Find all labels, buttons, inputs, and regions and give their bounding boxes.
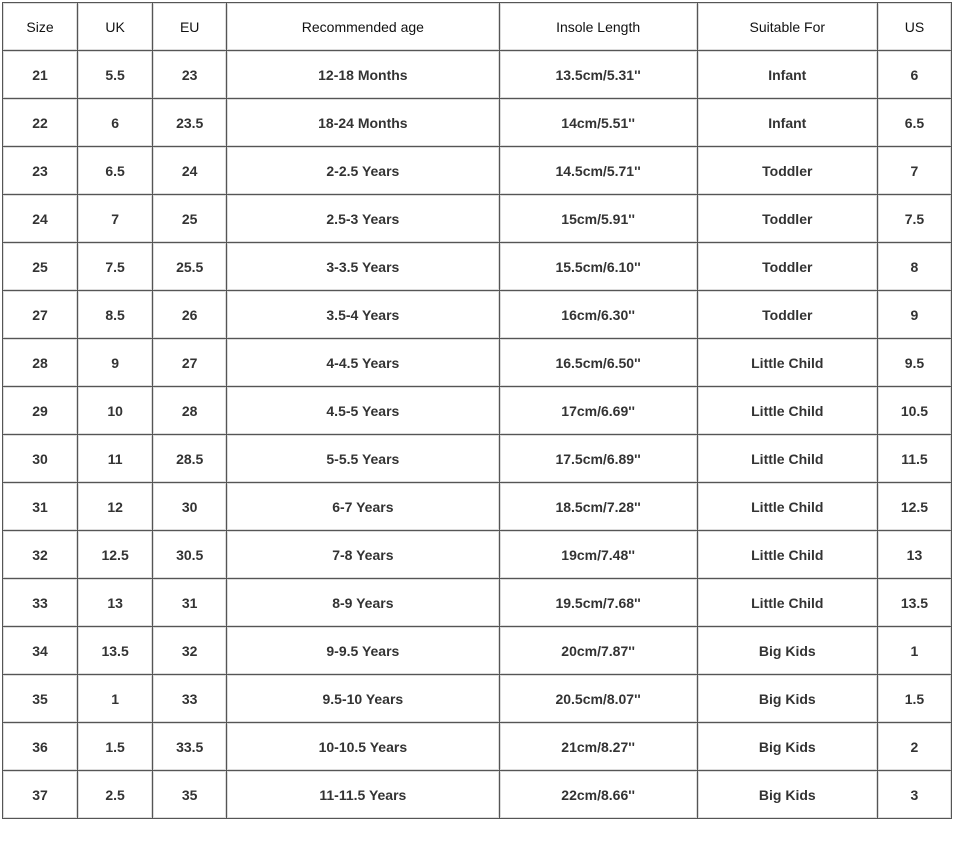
us-cell: 11.5	[878, 435, 952, 483]
table-row	[3, 51, 952, 99]
table-row	[3, 99, 952, 147]
size-cell: 31	[3, 483, 78, 531]
size-cell: 29	[3, 387, 78, 435]
header-uk: UK	[78, 3, 153, 51]
header-size: Size	[3, 3, 78, 51]
size-cell: 35	[3, 675, 78, 723]
size-cell: 24	[3, 195, 78, 243]
eu-cell: 32	[153, 627, 227, 675]
table-row	[3, 339, 952, 387]
size-cell: 27	[3, 291, 78, 339]
header-row	[3, 3, 952, 51]
header-insole-length: Insole Length	[500, 3, 698, 51]
recommended-age-cell: 10-10.5 Years	[227, 723, 499, 771]
us-cell: 1.5	[878, 675, 952, 723]
recommended-age-cell: 5-5.5 Years	[227, 435, 499, 483]
us-cell: 2	[878, 723, 952, 771]
size-cell: 36	[3, 723, 78, 771]
size-cell: 21	[3, 51, 78, 99]
suitable-for-cell: Little Child	[698, 531, 878, 579]
us-cell: 8	[878, 243, 952, 291]
eu-cell: 23.5	[153, 99, 227, 147]
suitable-for-cell: Big Kids	[698, 627, 878, 675]
us-cell: 13.5	[878, 579, 952, 627]
table-row	[3, 723, 952, 771]
insole-length-cell: 21cm/8.27''	[500, 723, 698, 771]
insole-length-cell: 20.5cm/8.07''	[500, 675, 698, 723]
uk-cell: 10	[78, 387, 153, 435]
us-cell: 7	[878, 147, 952, 195]
size-cell: 37	[3, 771, 78, 819]
uk-cell: 11	[78, 435, 153, 483]
insole-length-cell: 15.5cm/6.10''	[500, 243, 698, 291]
suitable-for-cell: Toddler	[698, 243, 878, 291]
suitable-for-cell: Infant	[698, 51, 878, 99]
insole-length-cell: 19cm/7.48''	[500, 531, 698, 579]
suitable-for-cell: Big Kids	[698, 771, 878, 819]
uk-cell: 9	[78, 339, 153, 387]
us-cell: 9	[878, 291, 952, 339]
us-cell: 9.5	[878, 339, 952, 387]
eu-cell: 26	[153, 291, 227, 339]
uk-cell: 12.5	[78, 531, 153, 579]
recommended-age-cell: 4-4.5 Years	[227, 339, 499, 387]
size-cell: 30	[3, 435, 78, 483]
recommended-age-cell: 18-24 Months	[227, 99, 499, 147]
us-cell: 7.5	[878, 195, 952, 243]
suitable-for-cell: Little Child	[698, 483, 878, 531]
eu-cell: 24	[153, 147, 227, 195]
uk-cell: 7.5	[78, 243, 153, 291]
insole-length-cell: 15cm/5.91''	[500, 195, 698, 243]
recommended-age-cell: 9-9.5 Years	[227, 627, 499, 675]
recommended-age-cell: 8-9 Years	[227, 579, 499, 627]
suitable-for-cell: Infant	[698, 99, 878, 147]
suitable-for-cell: Toddler	[698, 291, 878, 339]
uk-cell: 1	[78, 675, 153, 723]
insole-length-cell: 16.5cm/6.50''	[500, 339, 698, 387]
insole-length-cell: 14cm/5.51''	[500, 99, 698, 147]
recommended-age-cell: 7-8 Years	[227, 531, 499, 579]
size-cell: 28	[3, 339, 78, 387]
insole-length-cell: 20cm/7.87''	[500, 627, 698, 675]
suitable-for-cell: Toddler	[698, 147, 878, 195]
us-cell: 6	[878, 51, 952, 99]
insole-length-cell: 16cm/6.30''	[500, 291, 698, 339]
table-row	[3, 291, 952, 339]
insole-length-cell: 18.5cm/7.28''	[500, 483, 698, 531]
eu-cell: 27	[153, 339, 227, 387]
suitable-for-cell: Little Child	[698, 387, 878, 435]
eu-cell: 35	[153, 771, 227, 819]
size-chart-table	[2, 2, 952, 819]
size-cell: 22	[3, 99, 78, 147]
uk-cell: 6	[78, 99, 153, 147]
uk-cell: 7	[78, 195, 153, 243]
recommended-age-cell: 2.5-3 Years	[227, 195, 499, 243]
suitable-for-cell: Toddler	[698, 195, 878, 243]
insole-length-cell: 19.5cm/7.68''	[500, 579, 698, 627]
eu-cell: 31	[153, 579, 227, 627]
us-cell: 12.5	[878, 483, 952, 531]
size-cell: 25	[3, 243, 78, 291]
recommended-age-cell: 2-2.5 Years	[227, 147, 499, 195]
header-us: US	[878, 3, 952, 51]
uk-cell: 5.5	[78, 51, 153, 99]
header-suitable-for: Suitable For	[698, 3, 878, 51]
us-cell: 6.5	[878, 99, 952, 147]
table-row	[3, 147, 952, 195]
size-cell: 23	[3, 147, 78, 195]
table-row	[3, 579, 952, 627]
recommended-age-cell: 6-7 Years	[227, 483, 499, 531]
suitable-for-cell: Little Child	[698, 435, 878, 483]
table-row	[3, 387, 952, 435]
uk-cell: 12	[78, 483, 153, 531]
table-body	[3, 51, 952, 819]
size-cell: 34	[3, 627, 78, 675]
size-cell: 32	[3, 531, 78, 579]
suitable-for-cell: Big Kids	[698, 723, 878, 771]
suitable-for-cell: Little Child	[698, 579, 878, 627]
insole-length-cell: 17cm/6.69''	[500, 387, 698, 435]
recommended-age-cell: 12-18 Months	[227, 51, 499, 99]
recommended-age-cell: 11-11.5 Years	[227, 771, 499, 819]
eu-cell: 33.5	[153, 723, 227, 771]
recommended-age-cell: 9.5-10 Years	[227, 675, 499, 723]
header-eu: EU	[153, 3, 227, 51]
insole-length-cell: 22cm/8.66''	[500, 771, 698, 819]
table-row	[3, 483, 952, 531]
insole-length-cell: 17.5cm/6.89''	[500, 435, 698, 483]
us-cell: 3	[878, 771, 952, 819]
table-row	[3, 771, 952, 819]
us-cell: 13	[878, 531, 952, 579]
table-row	[3, 531, 952, 579]
recommended-age-cell: 3-3.5 Years	[227, 243, 499, 291]
us-cell: 10.5	[878, 387, 952, 435]
eu-cell: 23	[153, 51, 227, 99]
header-recommended-age: Recommended age	[227, 3, 499, 51]
us-cell: 1	[878, 627, 952, 675]
eu-cell: 33	[153, 675, 227, 723]
uk-cell: 8.5	[78, 291, 153, 339]
uk-cell: 6.5	[78, 147, 153, 195]
insole-length-cell: 14.5cm/5.71''	[500, 147, 698, 195]
eu-cell: 25.5	[153, 243, 227, 291]
eu-cell: 28	[153, 387, 227, 435]
eu-cell: 30.5	[153, 531, 227, 579]
uk-cell: 2.5	[78, 771, 153, 819]
suitable-for-cell: Big Kids	[698, 675, 878, 723]
eu-cell: 30	[153, 483, 227, 531]
table-row	[3, 435, 952, 483]
uk-cell: 13.5	[78, 627, 153, 675]
table-row	[3, 195, 952, 243]
insole-length-cell: 13.5cm/5.31''	[500, 51, 698, 99]
size-cell: 33	[3, 579, 78, 627]
eu-cell: 28.5	[153, 435, 227, 483]
recommended-age-cell: 3.5-4 Years	[227, 291, 499, 339]
recommended-age-cell: 4.5-5 Years	[227, 387, 499, 435]
table-row	[3, 243, 952, 291]
suitable-for-cell: Little Child	[698, 339, 878, 387]
uk-cell: 13	[78, 579, 153, 627]
table-row	[3, 675, 952, 723]
eu-cell: 25	[153, 195, 227, 243]
table-row	[3, 627, 952, 675]
uk-cell: 1.5	[78, 723, 153, 771]
